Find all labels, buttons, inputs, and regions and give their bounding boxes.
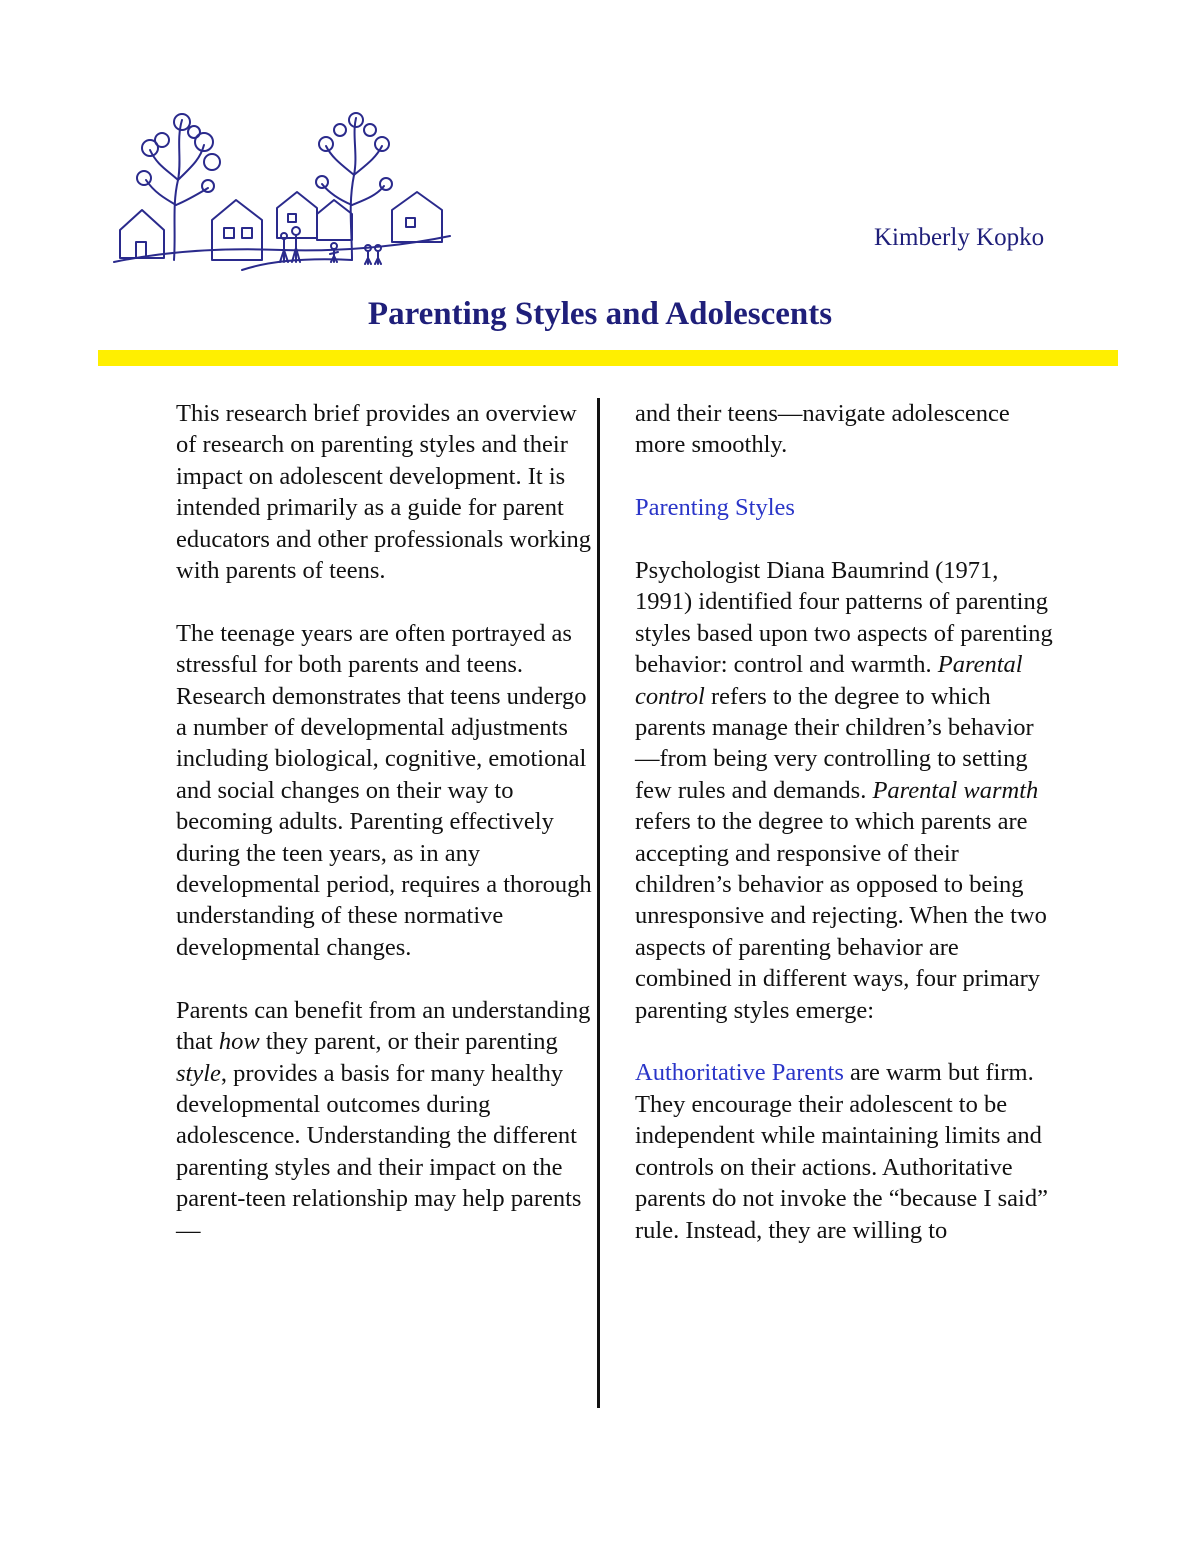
left-column	[176, 398, 596, 1246]
text-run: refers to the degree to which parents manage their children’s behavior—from being very controlling to setting few rules and demands.	[635, 682, 1034, 804]
right-column	[635, 398, 1055, 1246]
text-run: are warm but firm. They encourage their adolescent to be independent while maintaining limits and controls on their actions. Authoritative parents do not invoke the “because I said” rule. Instead, they are willing to	[635, 1059, 1048, 1244]
neighborhood-logo-icon	[112, 110, 452, 275]
column-divider	[597, 398, 600, 1408]
emphasis-parental-control: Parental control	[635, 651, 1023, 710]
term-authoritative-parents: Authoritative Parents	[635, 1059, 844, 1087]
text-run: , provides a basis for many healthy developmental outcomes during adolescence. Understanding the different parenting styles and their impact on the parent-teen relationship may help parents—	[176, 1059, 582, 1244]
yellow-divider-bar	[98, 350, 1118, 366]
emphasis-parental-warmth: Parental warmth	[872, 776, 1039, 804]
text-run: refers to the degree to which parents are accepting and responsive of their children’s behavior as opposed to being unresponsive and rejecting. When the two aspects of parenting behavior are combined in different ways, four primary parenting styles emerge:	[635, 808, 1047, 1024]
emphasis-style: style	[176, 1059, 221, 1087]
teen-years-paragraph: The teenage years are often portrayed as stressful for both parents and teens. Research demonstrates that teens undergo a number of developmental adjustments including biological, cognitive, emotional and social changes on their way to becoming adults. Parenting effectively during the teen years, as in any developmental period, requires a thorough understanding of these normative developmental changes.	[176, 619, 592, 961]
parenting-style-paragraph	[176, 995, 596, 1246]
text-run: Psychologist Diana Baumrind (1971, 1991) identified four patterns of parenting styles based upon two aspects of parenting behavior: control and warmth.	[635, 557, 1053, 679]
intro-paragraph: This research brief provides an overview of research on parenting styles and their impact on adolescent development. It is intended primarily as a guide for parent educators and other professionals working with parents of teens.	[176, 400, 592, 585]
emphasis-how: how	[218, 1028, 260, 1056]
baumrind-paragraph	[635, 555, 1055, 1026]
author-name: Kimberly Kopko	[874, 224, 1045, 251]
continuation-paragraph: and their teens—navigate adolescence more smoothly.	[635, 400, 1010, 459]
authoritative-paragraph	[635, 1057, 1055, 1245]
text-run: they parent, or their parenting	[259, 1028, 558, 1056]
section-heading-parenting-styles: Parenting Styles	[635, 494, 795, 522]
text-run: Parents can benefit from an understanding that	[176, 996, 591, 1056]
page-title: Parenting Styles and Adolescents	[367, 296, 833, 332]
